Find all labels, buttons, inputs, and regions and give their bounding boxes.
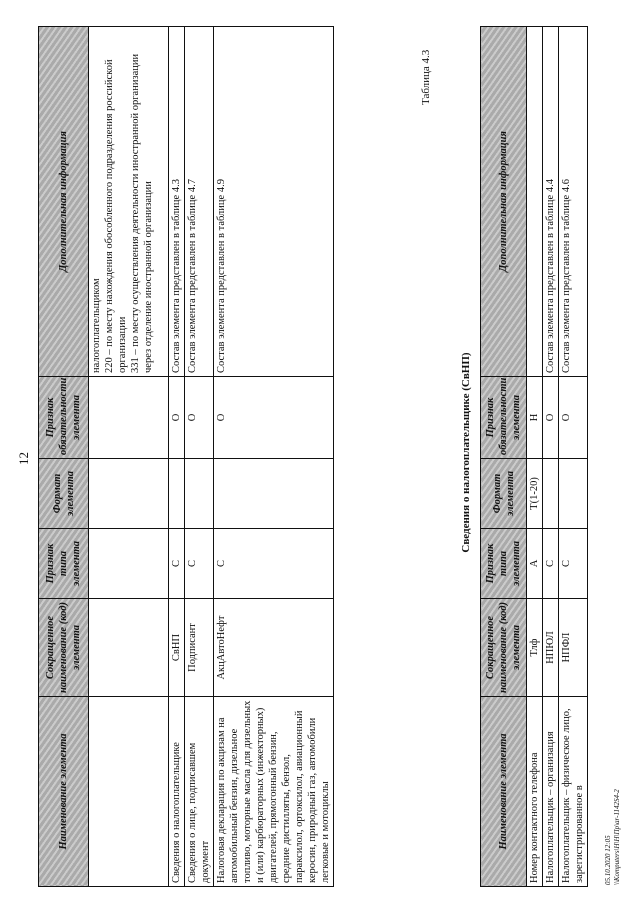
cell-short: Тлф bbox=[527, 599, 543, 697]
header-type: Признак типа элемента bbox=[481, 529, 527, 599]
cell-required: О bbox=[169, 377, 185, 459]
cell-extra: Состав элемента представлен в таблице 4.9 bbox=[214, 27, 334, 377]
header-required: Признак обязательности элемента bbox=[481, 377, 527, 459]
cell-name: Номер контактного телефона bbox=[527, 697, 543, 887]
table-header-row bbox=[481, 27, 527, 887]
cell-extra: Состав элемента представлен в таблице 4.7 bbox=[185, 27, 214, 377]
cell-required bbox=[89, 377, 169, 459]
table-row bbox=[89, 27, 169, 887]
table-label: Таблица 4.3 bbox=[420, 49, 432, 105]
cell-required: О bbox=[543, 377, 559, 459]
elements-table bbox=[38, 26, 334, 887]
cell-extra bbox=[89, 27, 169, 377]
cell-type: С bbox=[559, 529, 588, 599]
cell-required: О bbox=[559, 377, 588, 459]
cell-type: С bbox=[169, 529, 185, 599]
cell-short: НПЮЛ bbox=[543, 599, 559, 697]
cell-required: О bbox=[185, 377, 214, 459]
cell-name: Налогоплательщик – физическое лицо, зарегистрированное в bbox=[559, 697, 588, 887]
table-header-row bbox=[39, 27, 89, 887]
cell-short: СвНП bbox=[169, 599, 185, 697]
cell-short: Подписант bbox=[185, 599, 214, 697]
header-short: Сокращенное наименование (код) элемента bbox=[481, 599, 527, 697]
header-format: Формат элемента bbox=[39, 459, 89, 529]
cell-short bbox=[89, 599, 169, 697]
cell-format bbox=[185, 459, 214, 529]
table-row bbox=[559, 27, 588, 887]
extra-line: 220 – по месту нахождения обособленного подразделения российской организации bbox=[104, 59, 128, 373]
cell-extra bbox=[527, 27, 543, 377]
table-title: Сведения о налогоплательщике (СвНП) bbox=[460, 352, 472, 553]
cell-required: Н bbox=[527, 377, 543, 459]
cell-short: АкцАвтоНефт bbox=[214, 599, 334, 697]
cell-type: С bbox=[214, 529, 334, 599]
cell-format bbox=[559, 459, 588, 529]
header-required: Признак обязательности элемента bbox=[39, 377, 89, 459]
footer-date: 05.10.2020 12:05 bbox=[604, 835, 612, 885]
header-extra: Дополнительная информация bbox=[39, 27, 89, 377]
cell-name: Налогоплательщик – организация bbox=[543, 697, 559, 887]
cell-name bbox=[89, 697, 169, 887]
page-number: 12 bbox=[16, 452, 31, 465]
extra-line: 331 – по месту осуществления деятельности иностранной организации через отделение иностранной организации bbox=[130, 53, 154, 373]
table-row bbox=[214, 27, 334, 887]
cell-name: Сведения о лице, подписавшем документ bbox=[185, 697, 214, 887]
cell-extra: Состав элемента представлен в таблице 4.6 bbox=[559, 27, 588, 377]
cell-short: НПФЛ bbox=[559, 599, 588, 697]
header-format: Формат элемента bbox=[481, 459, 527, 529]
header-type: Признак типа элемента bbox=[39, 529, 89, 599]
cell-extra: Состав элемента представлен в таблице 4.3 bbox=[169, 27, 185, 377]
header-extra: Дополнительная информация bbox=[481, 27, 527, 377]
table-row bbox=[543, 27, 559, 887]
footer-stamp bbox=[604, 789, 622, 885]
cell-type bbox=[89, 529, 169, 599]
extra-line: налогоплательщиком bbox=[91, 278, 102, 373]
header-name: Наименование элемента bbox=[481, 697, 527, 887]
cell-type: С bbox=[185, 529, 214, 599]
cell-name: Сведения о налогоплательщике bbox=[169, 697, 185, 887]
cell-required: О bbox=[214, 377, 334, 459]
table-row bbox=[185, 27, 214, 887]
table-row bbox=[169, 27, 185, 887]
header-name: Наименование элемента bbox=[39, 697, 89, 887]
taxpayer-table bbox=[480, 26, 588, 887]
cell-format bbox=[89, 459, 169, 529]
header-short: Сокращенное наименование (код) элемента bbox=[39, 599, 89, 697]
cell-format: T(1-20) bbox=[527, 459, 543, 529]
cell-extra: Состав элемента представлен в таблице 4.4 bbox=[543, 27, 559, 377]
cell-type: С bbox=[543, 529, 559, 599]
table-row bbox=[527, 27, 543, 887]
cell-name: Налоговая декларация по акцизам на автомобильный бензин, дизельное топливо, моторные масла для дизельных и (или) карбюраторных (инжекторных) двигателей, прямогонный бензин, средние дистилляты, бензол, параксилол, ортоксилол, авиационный керосин, природный газ, автомобили легковые и мотоциклы bbox=[214, 697, 334, 887]
cell-type: А bbox=[527, 529, 543, 599]
cell-format bbox=[543, 459, 559, 529]
footer-path: \\Komputers\Н\Н\Пр\ar-1142S4-2 bbox=[613, 789, 621, 885]
cell-format bbox=[169, 459, 185, 529]
cell-format bbox=[214, 459, 334, 529]
